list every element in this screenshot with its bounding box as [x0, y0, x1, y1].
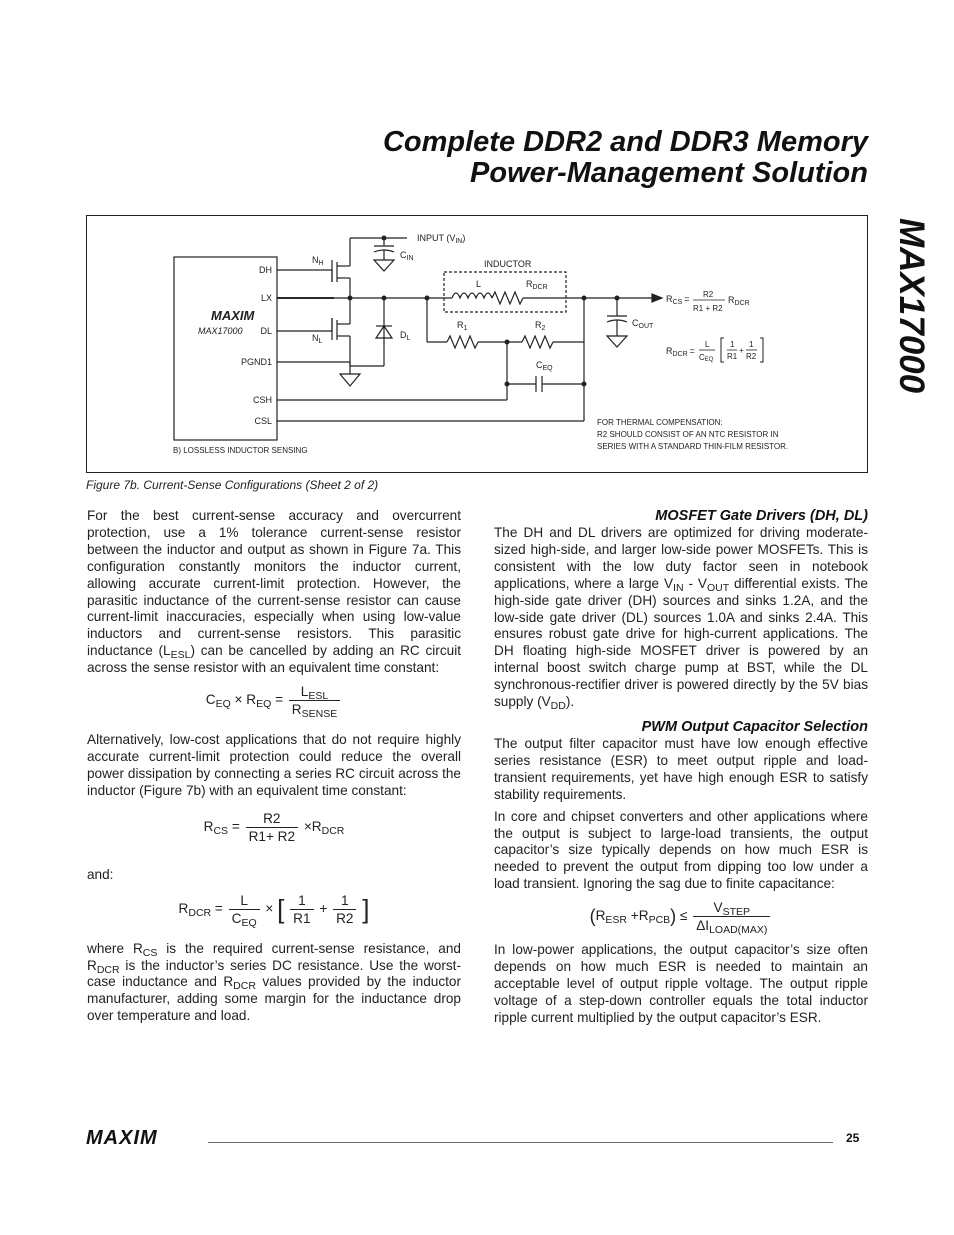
dl-label: D: [400, 330, 407, 340]
input-label: INPUT (V: [417, 233, 456, 243]
heading-pwm-output-capacitor: PWM Output Capacitor Selection: [641, 718, 868, 735]
dl-sub: L: [406, 335, 411, 342]
left-paragraph-3: where $R_{CS}$ is the required current-sense resistance, and $R_{DCR}$ is the inductor’s series DC resistance. Use the worst-case inductance and $R_{DCR}$ values provided by the inductor manufacturer, adding some margin for the inductance drop over temperature and load.: [87, 940, 461, 1024]
r1-label: R: [457, 320, 464, 330]
right-column: [494, 508, 868, 1027]
rdcr-eq-lhs-sub: DCR: [672, 351, 688, 358]
l-label: L: [476, 279, 482, 289]
ground-symbol-2: [374, 260, 394, 271]
ceq-label: C: [536, 360, 543, 370]
pin-pgnd1: PGND1: [240, 357, 272, 367]
ic-chip-body: [174, 257, 277, 440]
right-paragraph-2: The output filter capacitor must have low enough effective series resistance (ESR) to meet output ripple and load-transient requirements, yet have high enough ESR to satisfy stability requirements.: [494, 735, 868, 802]
right-paragraph-3: In core and chipset converters and other applications where the output is subject to large-load transients, the output capacitor’s size typically depends on how much ESR is needed to prevent the output from dipping too low under a load transient. Ignoring the sag due to finite capacitance:: [494, 808, 868, 892]
sub-caption: B) LOSSLESS INDUCTOR SENSING: [173, 446, 308, 455]
nl-sub: L: [318, 338, 323, 345]
rcs-eq-rhs: R: [728, 295, 735, 305]
rcs-eq-eq: =: [684, 294, 690, 304]
nl-label: N: [312, 333, 319, 343]
rdcr-eq-one-a: 1: [730, 340, 735, 349]
cout-label: C: [632, 318, 639, 328]
and-label: and:: [87, 866, 114, 882]
ground-symbol-1: [340, 374, 360, 386]
inductor-coil: [452, 293, 492, 298]
equation-1: $C_{EQ} \times R_{EQ}$ = $\frac{L_{ESL}}{R_{SENSE}}$: [87, 683, 461, 718]
footer-logo: [86, 1128, 198, 1151]
equation-3: $R_{DCR}$ = $\frac{L}{C_{EQ}}$ × [ $\frac{1}{R1}$ + $\frac{1}{R2}$ ]: [178, 892, 370, 929]
svg-text:MAXIM: MAXIM: [86, 1128, 158, 1146]
thermal-note-line-2: R2 SHOULD CONSIST OF AN NTC RESISTOR IN: [597, 430, 779, 439]
rdcr-eq-eq: =: [689, 346, 695, 356]
pin-lx: LX: [260, 293, 272, 303]
rdcr-eq-one-b: 1: [749, 340, 754, 349]
r1-sub: 1: [463, 325, 468, 332]
nh-sub: H: [318, 260, 324, 267]
right-paragraph-4: In low-power applications, the output capacitor’s size often depends on how much ESR is needed to maintain an acceptable level of output ripple voltage. The output ripple voltage of a step-down controller equals the total inductor ripple current multiplied by the output capacitor’s ESR.: [494, 942, 868, 1025]
page-title-line-2: Power-Management Solution: [470, 157, 868, 189]
r2-resistor: [522, 336, 553, 348]
cout-sub: OUT: [638, 323, 654, 330]
side-part-number: [873, 218, 933, 433]
pin-csl: CSL: [254, 416, 272, 426]
inductor-label: INDUCTOR: [484, 259, 532, 269]
rdcr-eq-plus: +: [739, 346, 744, 355]
rcs-eq-lhs: R: [666, 294, 673, 304]
svg-text:R1: [457, 320, 468, 332]
left-paragraph-2: Alternatively, low-cost applications that do not require highly accurate current-limit protection could reduce the overall power dissipation by connecting a series RC circuit across the inductor (Figure 7b) with an equivalent time constant:: [87, 732, 461, 798]
rcs-eq-rhs-sub: DCR: [734, 300, 750, 307]
cin-label: C: [400, 250, 407, 260]
pin-dl: DL: [260, 326, 272, 336]
svg-text:RDCR: [728, 295, 750, 307]
chip-name: MAX17000: [198, 326, 243, 336]
pin-csh: CSH: [252, 395, 272, 405]
thermal-note-line-1: FOR THERMAL COMPENSATION:: [597, 418, 723, 427]
page-title-line-1: Complete DDR2 and DDR3 Memory: [382, 126, 868, 158]
rdcr-label: R: [526, 279, 533, 289]
rcs-eq-den: R1 + R2: [693, 304, 723, 313]
rdcr-eq-l: L: [705, 340, 710, 349]
page-number: 25: [846, 1131, 860, 1145]
output-arrow: [652, 294, 662, 302]
svg-text:RCS=: [666, 294, 690, 306]
rdcr-eq-c: C: [699, 353, 705, 362]
chip-logo: MAXIM: [211, 308, 255, 323]
nh-label: N: [312, 255, 319, 265]
left-column: [87, 508, 461, 1025]
svg-text:COUT: [632, 318, 654, 330]
input-sub: IN: [455, 238, 463, 245]
side-part-number-text: MAX17000: [892, 218, 931, 394]
left-paragraph-1: For the best current-sense accuracy and overcurrent protection, use a 1% tolerance current-sense resistor between the inductor and output as shown in Figure 7a. This configuration constantly monitors the inductor current, allowing accurate current-limit protection. However, the parasitic inductance of the current-sense resistor can cause current-limit inaccuracies, especially when using low-value inductors and current-sense resistors. This parasitic inductance $(L_{ESL})$ can be cancelled by adding an RC circuit across the sense resistor with an equivalent time constant:: [87, 508, 461, 676]
pin-dh: DH: [259, 265, 272, 275]
schematic-diagram: [87, 216, 869, 474]
rdcr-eq-r2: R2: [746, 352, 757, 361]
svg-text:RDCR=: [666, 346, 695, 358]
figure-caption: Figure 7b. Current-Sense Configurations (Sheet 2 of 2): [86, 478, 379, 492]
svg-text:CEQ: [699, 353, 714, 363]
right-paragraph-1: The DH and DL drivers are optimized for driving moderate-sized high-side, and larger low-side power MOSFETs. This is consistent with the low duty factor seen in notebook applications, where a large $V_{IN} - V_{OUT}$ differential exists. The high-side gate driver (DH) sources and sinks 1.2A, and the low-side gate driver (DL) sources 1.0A and sinks 2.4A. This ensures robust gate drive for high-current applications. The DH floating high-side MOSFET driver is powered by an internal boost switch charge pump at BST, while the DL synchronous-rectifier driver is powered directly by the 5V bias supply $(V_{DD})$.: [494, 525, 868, 713]
cin-sub: IN: [406, 255, 414, 262]
svg-text:NH: [312, 255, 324, 267]
r2-sub: 2: [541, 325, 546, 332]
rdcr-eq-r1: R1: [727, 352, 738, 361]
maxim-logo-icon: [86, 1128, 198, 1146]
svg-text:R2: [535, 320, 546, 332]
thermal-note-line-3: SERIES WITH A STANDARD THIN-FILM RESISTOR.: [597, 442, 789, 451]
svg-text:INPUT (VIN): INPUT $(V_{IN})$: [417, 233, 466, 245]
rcs-eq-lhs-sub: CS: [672, 299, 683, 306]
heading-mosfet-gate-drivers: MOSFET Gate Drivers (DH, DL): [655, 508, 868, 524]
r2-label: R: [535, 320, 542, 330]
rcs-eq-num: R2: [703, 290, 714, 299]
svg-text:DL: [400, 330, 411, 342]
svg-text:CIN: [400, 250, 414, 262]
rdcr-resistor: [492, 292, 523, 304]
footer-rule: [208, 1142, 833, 1143]
equation-2: $R_{CS}$ = $\frac{R2}{R1+ R2}$ $\times R_{DCR}$: [203, 810, 345, 844]
equation-4: $(R_{ESR} +R_{PCB})$ ≤ $\frac{V_{STEP}}{\Delta I_{LOAD(MAX)}}$: [494, 899, 868, 934]
svg-text:NL: [312, 333, 323, 345]
rdcr-eq-c-sub: EQ: [704, 357, 714, 363]
ground-symbol-3: [607, 336, 627, 347]
ceq-sub: EQ: [542, 365, 553, 372]
svg-text:CEQ: [536, 360, 553, 372]
figure-7b-box: [86, 215, 868, 473]
r1-resistor: [447, 336, 478, 348]
rdcr-sub: DCR: [532, 284, 548, 291]
rdcr-eq-lhs: R: [666, 346, 673, 356]
svg-text:RDCR: [526, 279, 548, 291]
